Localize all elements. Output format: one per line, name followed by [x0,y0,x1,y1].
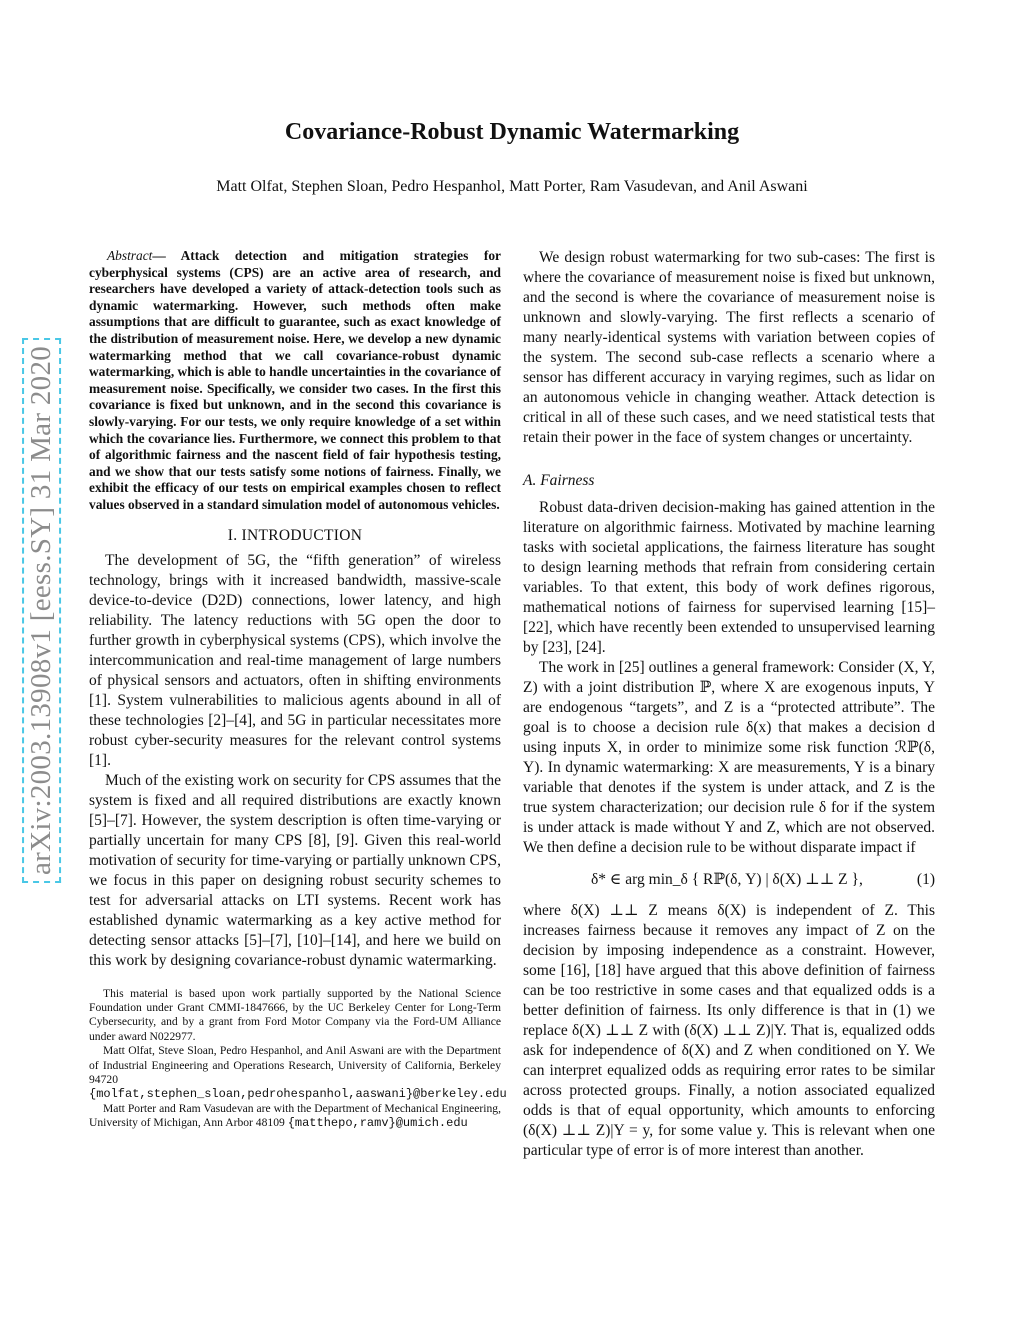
footnote-affiliation-berkeley-text: Matt Olfat, Steve Sloan, Pedro Hespanhol, and Anil Aswani are with the Department of Industrial Engineering and Operations Research, University of California, Berkeley 94720 [89,1044,501,1086]
introduction [89,527,501,971]
fairness-paragraph-2: The work in [25] outlines a general framework: Consider (X, Y, Z) with a joint distribution ℙ, where X are exogenous inputs, Y are endogenous “targets”, and Z is a “protected attribute”. The goal is to choose a decision rule δ(x) that makes a decision d using inputs X, in order to minimize some risk function ℛℙ(δ, Y). In dynamic watermarking: X are measurements, Y is a binary variable that denotes if the system is under attack, and Z is the true system characterization; our decision rule δ for if the system is under attack is made without Y and Z, which are not observed. We then define a decision rule to be without disparate impact if [523,659,935,856]
equation-1-body: δ* ∈ arg min_δ { Rℙ(δ, Y) | δ(X) ⊥⊥ Z }, [591,871,863,888]
footnote-affiliation-michigan-text: Matt Porter and Ram Vasudevan are with the Department of Mechanical Engineering, University of Michigan, Ann Arbor 48109 [89,1101,501,1130]
abstract-text: — Attack detection and mitigation strategies for cyberphysical systems (CPS) are an active area of research, and researchers have developed a variety of attack-detection tools such as dynamic watermarking. However, such methods often make assumptions that are difficult to guarantee, such as exact knowledge of the distribution of measurement noise. Here, we develop a new dynamic watermarking method that we call covariance-robust dynamic watermarking, which is able to handle uncertainties in the covariance of measurement noise. Specifically, we consider two cases. In the first this covariance is fixed but unknown, and in the second this covariance is slowly-varying. For our tests, we only require knowledge of a set within which the covariance lies. Furthermore, we connect this problem to that of algorithmic fairness and the nascent field of fair hypothesis testing, and we show that our tests satisfy some notions of fairness. Finally, we exhibit the efficacy of our tests on empirical examples chosen to reflect values observed in a standard simulation model of autonomous vehicles. [89,248,501,512]
arxiv-stamp [20,300,64,920]
section-heading-introduction: I. INTRODUCTION [227,526,363,544]
fairness-paragraph-3: where δ(X) ⊥⊥ Z means δ(X) is independent of Z. This increases fairness because it removes any impact of Z on the decision by imposing independence as a constraint. However, some [16], [18] have argued that this above definition of fairness can be too restrictive in some cases and that equalized odds is a better definition of fairness. Its only difference is that in (1) we replace δ(X) ⊥⊥ Z with (δ(X) ⊥⊥ Z)|Y. That is, equalized odds ask for independence of δ(X) and Z when conditioned on Y. We can interpret equalized odds as requiring error rates to be similar across protected groups. Finally, a notion associated equalized odds is that of equal opportunity, which amounts to enforcing (δ(X) ⊥⊥ Z)|Y = y, for some value y. This is relevant when one particular type of error is of more interest than another. [523,902,935,1159]
right-paragraph-1: We design robust watermarking for two sub-cases: The first is where the covariance of measurement noise is fixed but unknown, and the second is where the covariance of measurement noise is unknown and slowly-varying. The first reflects a scenario of many nearly-identical systems with variation between copies of the system. The second sub-case reflects a scenario where a sensor has different accuracy in varying regimes, such as lidar on an autonomous vehicle in changing weather. Attack detection is critical in all of these such cases, and we need statistical tests that retain their power in the face of system changes or uncertainty. [523,249,935,446]
arxiv-stamp-text: arXiv:2003.13908v1 [eess.SY] 31 Mar 2020 [23,337,62,882]
abstract [89,248,501,514]
author-list: Matt Olfat, Stephen Sloan, Pedro Hespanhol, Matt Porter, Ram Vasudevan, and Anil Aswani [216,178,808,195]
right-column [523,248,935,1161]
left-column [89,248,507,1131]
abstract-lead: Abstract [107,248,153,263]
equation-1-number: (1) [916,870,935,888]
paper-title: Covariance-Robust Dynamic Watermarking [284,119,740,145]
email-berkeley[interactable]: {molfat,stephen_sloan,pedrohespanhol,aaswani}@berkeley.edu [89,1087,507,1102]
footnotes [89,986,507,1131]
intro-paragraph-2: Much of the existing work on security for CPS assumes that the system is fixed and all required distributions are exactly known [5]–[7]. However, the system description is often time-varying or partially uncertain for many CPS [8], [9]. Given this real-world motivation of security for time-varying or partially unknown CPS, we focus in this paper on designing robust security schemes to test for adversarial attacks on LTI systems. Recent work has established dynamic watermarking as a key active method for detecting sensor attacks [5]–[7], [10]–[14], and here we build on this work by designing covariance-robust dynamic watermarking. [89,771,501,969]
equation-1 [523,870,935,889]
email-michigan[interactable]: {matthepo,ramv}@umich.edu [287,1116,468,1131]
intro-paragraph-1: The development of 5G, the “fifth generation” of wireless technology, brings with it increased bandwidth, massive-scale device-to-device (D2D) connections, lower latency, and high reliability. The latency reductions with 5G open the door to further growth in cyberphysical systems (CPS), which involve the intercommunication and real-time management of large numbers of physical sensors and actuators, often in shifting environments [1]. System vulnerabilities to malicious agents abound in all of these technologies [2]–[4], and 5G in particular necessitates more robust cyber-security measures for the relevant control systems [1]. [89,551,501,769]
fairness-paragraph-1: Robust data-driven decision-making has gained attention in the literature on algorithmic fairness. Motivated by machine learning tasks with societal applications, the fairness literature has sought to design learning methods that refrain from considering certain variables. To that extent, this body of work defines rigorous, mathematical notions of fairness for supervised learning [15]–[22], which have recently been extended to unsupervised learning by [23], [24]. [523,499,935,656]
subsection-heading-fairness: A. Fairness [523,472,595,489]
footnote-funding: This material is based upon work partially supported by the National Science Foundation under Grant CMMI-1847666, by the UC Berkeley Center for Long-Term Cybersecurity, and by a grant from Ford Motor Company via the Ford-UM Alliance under award N022977. [89,986,501,1043]
footnote-affiliation-michigan [89,1102,501,1131]
footnote-affiliation-berkeley [89,1044,507,1102]
